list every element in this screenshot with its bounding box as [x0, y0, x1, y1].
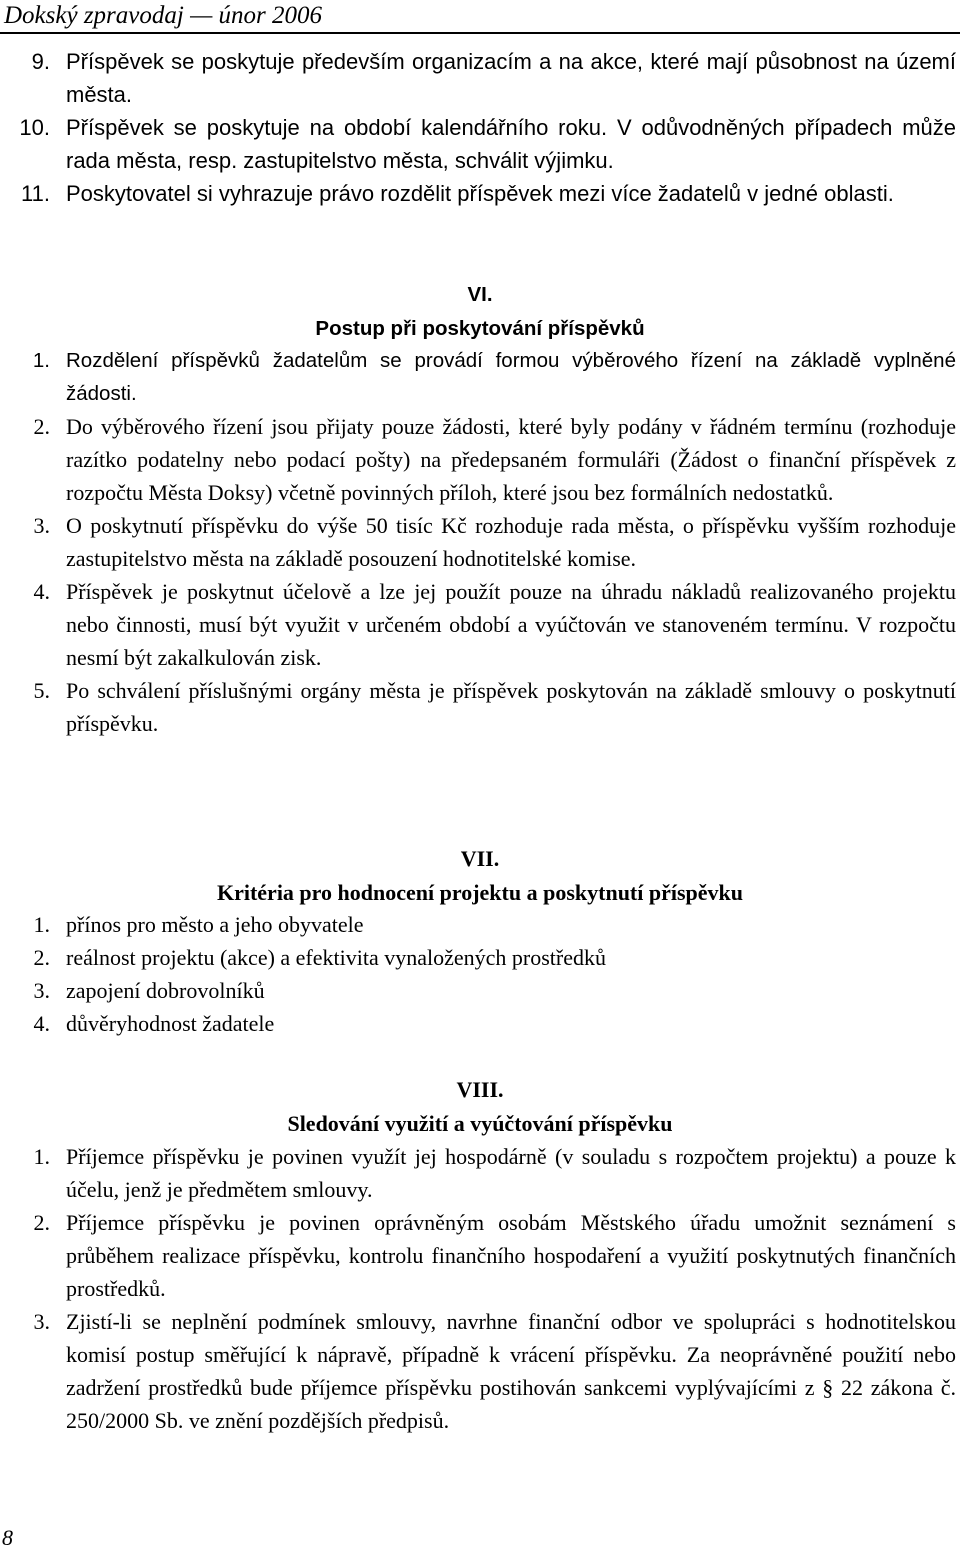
section-vi-list: [0, 344, 960, 740]
item-text: Příjemce příspěvku je povinen využít jej hospodárně (v souladu s rozpočtem projektu) a pouze k účelu, jenž je předmětem smlouvy.: [66, 1144, 956, 1202]
item-text: Příspěvek se poskytuje na období kalendářního roku. V odůvodněných případech může rada města, resp. zastupitelstvo města, schválit výjimku.: [66, 115, 956, 173]
list-item: [0, 974, 960, 1007]
item-number: 1.: [33, 1144, 50, 1169]
section-vii-list: [0, 908, 960, 1040]
list-item: [0, 344, 960, 410]
item-number: 1.: [33, 912, 50, 937]
item-text: zapojení dobrovolníků: [66, 978, 265, 1003]
section-viii-list: [0, 1140, 960, 1437]
list-item: [0, 410, 960, 509]
list-item: [0, 111, 960, 177]
list-item: [0, 177, 960, 210]
item-number: 10.: [19, 115, 50, 140]
section-vii-title: Kritéria pro hodnocení projektu a poskytnutí příspěvku: [216, 880, 744, 905]
item-text: Příjemce příspěvku je povinen oprávněným osobám Městského úřadu umožnit seznámení s průběhem realizace příspěvku, kontrolu finančního hospodaření a využití poskytnutých finančních prostředků.: [66, 1210, 956, 1301]
list-item: [0, 674, 960, 740]
item-number: 9.: [31, 49, 50, 74]
item-number: 3.: [33, 513, 50, 538]
section-v-tail-list: [0, 45, 960, 210]
list-item: [0, 908, 960, 941]
list-item: [0, 575, 960, 674]
item-text: Zjistí-li se neplnění podmínek smlouvy, navrhne finanční odbor ve spolupráci s hodnotitelskou komisí postup směřující k nápravě, případně k vrácení příspěvku. Za neoprávněné použití nebo zadržení prostředků bude příjemce příspěvku postihován sankcemi vyplývajícími z § 22 zákona č. 250/2000 Sb. ve znění pozdějších předpisů.: [66, 1309, 956, 1433]
item-text: O poskytnutí příspěvku do výše 50 tisíc Kč rozhoduje rada města, o příspěvku vyšším rozhoduje zastupitelstvo města na základě posouzení hodnotitelské komise.: [66, 513, 956, 571]
section-vii-number: VII.: [460, 846, 500, 871]
item-number: 5.: [33, 678, 50, 703]
list-item: [0, 1305, 960, 1437]
list-item: [0, 941, 960, 974]
item-text: přínos pro město a jeho obyvatele: [66, 912, 364, 937]
item-text: Do výběrového řízení jsou přijaty pouze žádosti, které byly podány v řádném termínu (rozhoduje razítko podatelny nebo podací pošty) na předepsaném formuláři (Žádost o finanční příspěvek z rozpočtu Města Doksy) včetně povinných příloh, které jsou bez formálních nedostatků.: [66, 414, 956, 505]
item-number: 4.: [33, 1011, 50, 1036]
item-text: reálnost projektu (akce) a efektivita vynaložených prostředků: [66, 945, 606, 970]
running-title: Dokský zpravodaj — únor 2006: [4, 2, 323, 29]
list-item: [0, 1206, 960, 1305]
list-item: [0, 45, 960, 111]
list-item: [0, 1140, 960, 1206]
section-viii-number: VIII.: [456, 1077, 504, 1102]
item-text: Příspěvek je poskytnut účelově a lze jej použít pouze na úhradu nákladů realizovaného projektu nebo činnosti, musí být využit v určeném období a vyúčtován ve stanoveném termínu. V rozpočtu nesmí být zakalkulován zisk.: [66, 579, 956, 670]
item-text: důvěryhodnost žadatele: [66, 1011, 275, 1036]
item-number: 3.: [33, 1309, 50, 1334]
section-viii-title: Sledování využití a vyúčtování příspěvku: [287, 1111, 673, 1136]
item-text: Rozdělení příspěvků žadatelům se provádí formou výběrového řízení na základě vyplněné žádosti.: [66, 349, 956, 405]
item-number: 4.: [33, 579, 50, 604]
list-item: [0, 509, 960, 575]
item-number: 11.: [21, 181, 50, 206]
running-header: [0, 0, 960, 34]
item-number: 2.: [33, 1210, 50, 1235]
item-number: 1.: [32, 349, 50, 372]
item-number: 2.: [33, 945, 50, 970]
item-number: 2.: [33, 414, 50, 439]
section-vi-title: Postup při poskytování příspěvků: [315, 317, 645, 340]
list-item: [0, 1007, 960, 1040]
item-text: Po schválení příslušnými orgány města je příspěvek poskytován na základě smlouvy o poskytnutí příspěvku.: [66, 678, 956, 736]
item-text: Příspěvek se poskytuje především organizacím a na akce, které mají působnost na území města.: [66, 49, 956, 107]
item-text: Poskytovatel si vyhrazuje právo rozdělit příspěvek mezi více žadatelů v jedné oblasti.: [66, 181, 894, 206]
section-vi-number: VI.: [467, 283, 493, 306]
item-number: 3.: [33, 978, 50, 1003]
page-number: 8: [2, 1525, 13, 1550]
